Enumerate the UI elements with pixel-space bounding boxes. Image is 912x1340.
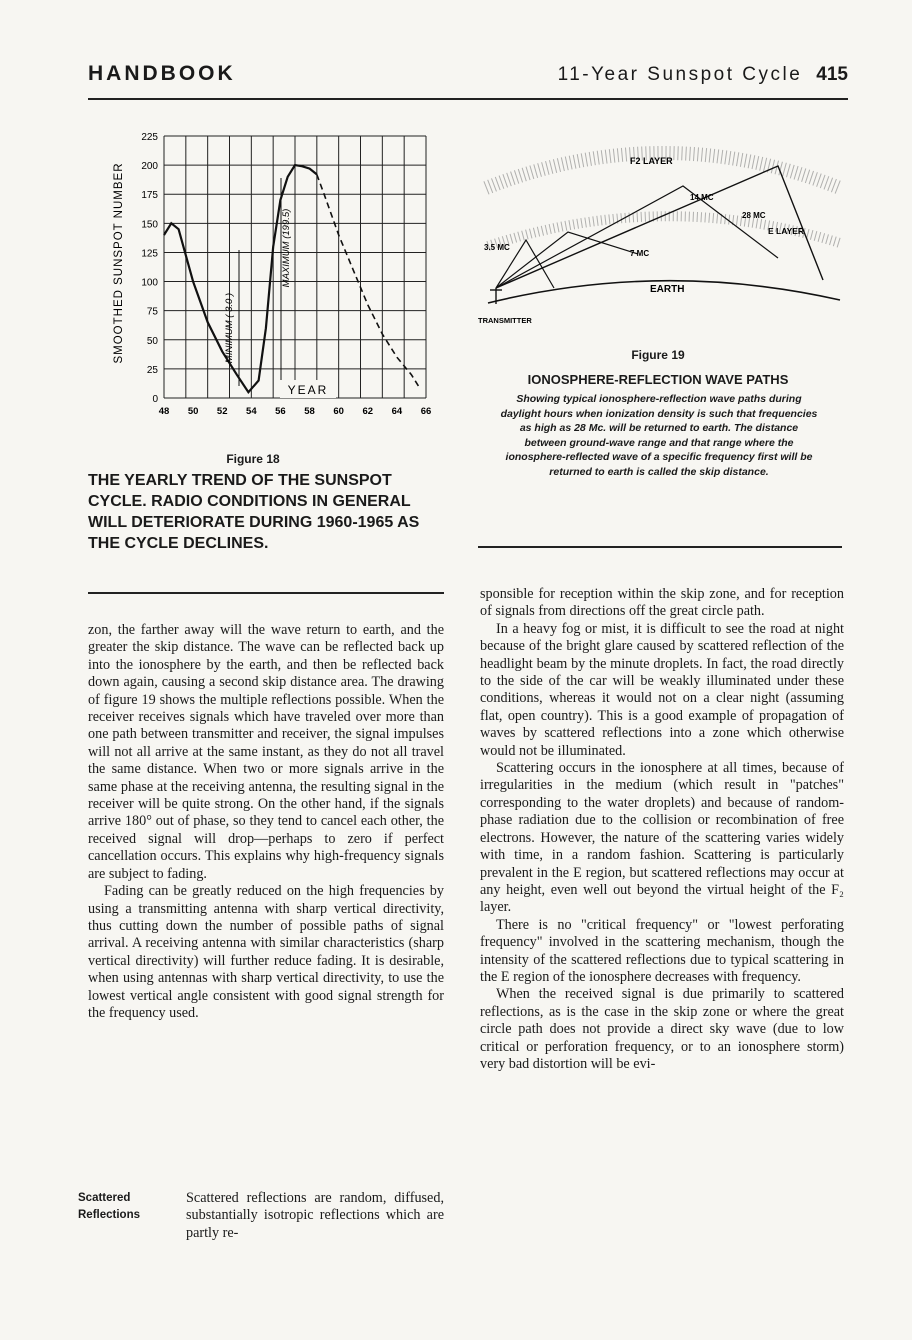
side-heading bbox=[78, 1190, 158, 1225]
page-number: 415 bbox=[816, 64, 848, 85]
f2-layer-label: F2 LAYER bbox=[630, 156, 673, 166]
x-tick-label: 62 bbox=[362, 406, 374, 417]
paragraph: zon, the farther away will the wave return to earth, and the greater the skip distance. The wave can be reflected back up into the ionosphere by the earth, and then be reflected back down again, causing a second skip distance area. The drawing of figure 19 shows the multiple reflections possible. When the receiver receives signals which have traveled over more than one path between transmitter and receiver, the signal impulses will not all arrive at the same instant, as they do not all travel the same distance. When two or more signals arrive in the same phase at the receiving antenna, the resulting signal in the receiver will be quite strong. On the other hand, if the signals arrive 180° out of phase, so they tend to cancel each other, the received signal will drop—perhaps to zero if perfect cancellation occurs. This explains why high-frequency signals are subject to fading. bbox=[88, 622, 444, 882]
figure18-chart bbox=[96, 118, 446, 418]
paragraph: In a heavy fog or mist, it is difficult to see the road at night because of the bright glare caused by scattered reflection of the headlight beam by the minute droplets. In fact, the road directly to the side of the car will be weakly illuminated under these conditions, whereas it would not on a clear night (assuming flat, open country). This is a good example of propagation of waves by scattered reflections into a zone which otherwise would not be illuminated. bbox=[480, 620, 844, 759]
minimum-annotation: MINIMUM ( 3.0 ) bbox=[224, 292, 235, 364]
y-tick-label: 50 bbox=[146, 335, 158, 347]
freq-label-3-5mc: 3.5 MC bbox=[484, 243, 510, 252]
x-tick-label: 56 bbox=[275, 406, 286, 417]
left-column bbox=[88, 622, 444, 1022]
maximum-annotation: MAXIMUM (199.5) bbox=[281, 208, 292, 288]
x-tick-label: 64 bbox=[391, 406, 403, 417]
x-tick-label: 66 bbox=[420, 406, 432, 417]
x-axis-label: YEAR bbox=[287, 383, 329, 397]
side-heading-line: Scattered bbox=[78, 1192, 131, 1204]
figure18-rule bbox=[88, 592, 444, 594]
x-tick-label: 52 bbox=[216, 406, 228, 417]
freq-label-14mc: 14 MC bbox=[690, 193, 714, 202]
figure19-title: IONOSPHERE-REFLECTION WAVE PATHS bbox=[527, 372, 789, 387]
paragraph: When the received signal is due primarily to scattered reflections, as is the case in the skip zone or where the great circle path does not provide a direct sky wave (due to low critical or perforation frequency, or to an ionosphere storm) very bad distortion will be evi- bbox=[480, 986, 844, 1072]
earth-label: EARTH bbox=[650, 284, 685, 295]
side-text bbox=[186, 1190, 444, 1242]
y-tick-label: 200 bbox=[141, 161, 158, 173]
x-tick-label: 48 bbox=[158, 406, 170, 417]
section-title: 11-Year Sunspot Cycle bbox=[557, 64, 803, 85]
y-tick-label: 100 bbox=[141, 277, 158, 289]
figure19-description: Showing typical ionosphere-reflection wave paths during daylight hours when ionization density is such that frequencies as high as 28 Mc. will be returned to earth. The distance between ground-wave range and that range where the ionosphere-reflected wave of a specific frequency first will be returned to earth is called the skip distance. bbox=[500, 393, 818, 478]
paragraph: Fading can be greatly reduced on the high frequencies by using a transmitting antenna with sharp vertical directivity, thus cutting down the number of possible paths of signal arrival. A receiving antenna with similar characteristics (sharp vertical directivity) will further reduce fading. It is desirable, when using antennas with sharp vertical directivity, to use the lowest vertical angle consistent with good signal strength for the frequency used. bbox=[88, 883, 444, 1021]
freq-label-7mc: 7 MC bbox=[630, 249, 650, 258]
y-tick-label: 0 bbox=[152, 394, 158, 405]
side-heading-line: Reflections bbox=[78, 1209, 140, 1222]
figure19-diagram bbox=[478, 128, 848, 328]
observed-series-line bbox=[164, 165, 317, 392]
paragraph: Scattering occurs in the ionosphere at all times, because of irregularities in the medium (which result in "patches" corresponding to the water droplets) and because of random-phase radiation due to the collision or recombination of free electrons. However, the nature of the scattering varies widely with time, in a random fashion. Scattering is particularly prevalent in the E region, but scattered reflections may occur at any height, even well out beyond the virtual height of the F₂ layer. bbox=[480, 760, 844, 916]
running-head-right bbox=[478, 64, 848, 86]
figure19-caption: Figure 19 bbox=[631, 348, 685, 362]
right-column bbox=[480, 586, 844, 1073]
figure18-caption: Figure 18 bbox=[226, 452, 280, 466]
e-layer-label: E LAYER bbox=[768, 226, 805, 236]
y-tick-label: 75 bbox=[146, 306, 158, 318]
y-axis-label: SMOOTHED SUNSPOT NUMBER bbox=[113, 162, 125, 364]
y-tick-label: 25 bbox=[146, 364, 158, 376]
x-tick-label: 58 bbox=[304, 406, 315, 417]
predicted-series-line bbox=[317, 174, 419, 386]
wave-path-7mc bbox=[496, 232, 638, 288]
freq-label-28mc: 28 MC bbox=[742, 211, 766, 220]
header-rule bbox=[88, 98, 848, 100]
paragraph: sponsible for reception within the skip zone, and for reception of signals from directions off the great circle path. bbox=[480, 586, 844, 620]
running-head-left: HANDBOOK bbox=[88, 62, 236, 85]
x-tick-label: 60 bbox=[333, 406, 344, 417]
x-tick-label: 50 bbox=[187, 406, 199, 417]
transmitter-label: TRANSMITTER bbox=[478, 316, 532, 325]
y-tick-label: 125 bbox=[141, 248, 158, 260]
paragraph: There is no "critical frequency" or "lowest perforating frequency" involved in the scattering mechanism, though the intensity of the scattered reflections due to typical scattering in the E region of the ionosphere decreases with frequency. bbox=[480, 916, 844, 985]
y-tick-label: 225 bbox=[141, 132, 158, 143]
wave-path-14mc bbox=[496, 186, 778, 288]
figure19-rule bbox=[478, 546, 842, 548]
paragraph: Scattered reflections are random, diffused, substantially isotropic reflections which are partly re- bbox=[186, 1190, 444, 1241]
chart-grid bbox=[164, 136, 426, 398]
y-tick-label: 175 bbox=[141, 190, 158, 202]
figure18-title: THE YEARLY TREND OF THE SUNSPOT CYCLE. RADIO CONDITIONS IN GENERAL WILL DETERIORATE DURING 1960-1965 AS THE CYCLE DECLINES. bbox=[88, 472, 420, 552]
x-tick-label: 54 bbox=[246, 406, 257, 417]
y-tick-label: 150 bbox=[141, 219, 158, 231]
